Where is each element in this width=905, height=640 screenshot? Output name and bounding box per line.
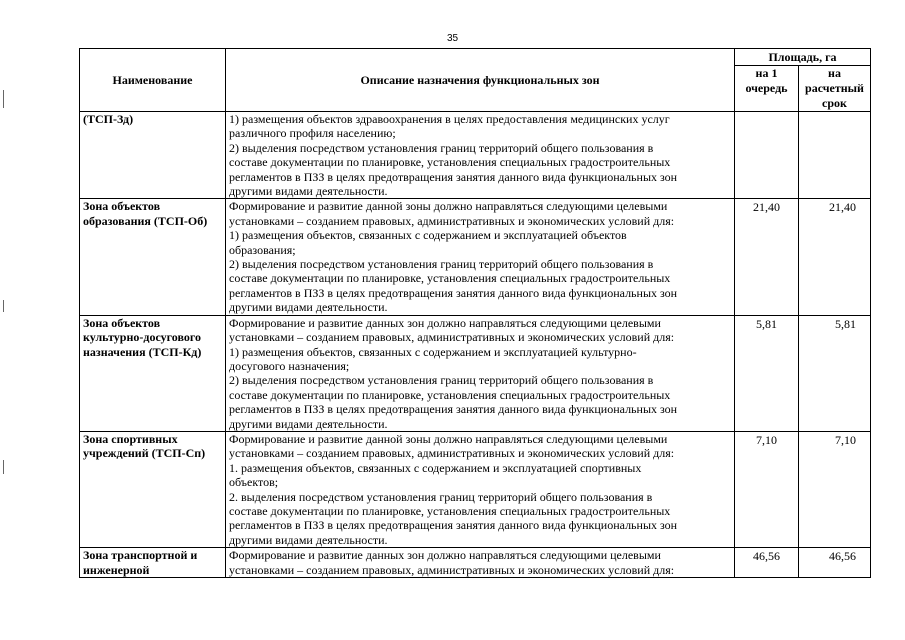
- header-estimated-term-line: срок: [822, 96, 847, 110]
- zone-name-line: культурно-досугового: [83, 330, 202, 345]
- zone-name-line: Зона спортивных: [83, 431, 178, 446]
- zone-description-line: регламентов в ПЗЗ в целях предотвращения занятия данного вида функциональных зон: [229, 285, 678, 300]
- zone-description-line: объектов;: [229, 475, 279, 490]
- table-row: [80, 199, 871, 315]
- zone-description-line: различного профиля населению;: [229, 126, 396, 141]
- zone-description-line: установками – созданием правовых, административных и экономических условий для:: [229, 446, 675, 461]
- zone-description-line: досугового назначения;: [229, 358, 350, 373]
- zone-description-line: установками – созданием правовых, административных и экономических условий для:: [229, 213, 675, 228]
- first-stage-area-cell: 5,81: [735, 315, 799, 431]
- table-row: [80, 112, 871, 199]
- zone-description-line: другими видами деятельности.: [229, 416, 388, 431]
- zone-name-line: Зона транспортной и: [83, 548, 198, 563]
- header-first-stage-line: на 1: [755, 66, 778, 80]
- zone-name-line: назначения (ТСП-Кд): [83, 344, 202, 359]
- zone-name-line: инженерной: [83, 562, 150, 577]
- first-stage-area-cell: 46,56: [735, 548, 799, 578]
- estimated-term-area-cell: 21,40: [799, 199, 871, 315]
- estimated-term-area-cell: [799, 112, 871, 199]
- page-number: 35: [446, 33, 459, 44]
- zone-description-line: 1) размещения объектов, связанных с содержанием и эксплуатацией объектов: [229, 228, 627, 243]
- zone-description-cell: [226, 112, 735, 199]
- header-estimated-term-line: на: [828, 66, 841, 80]
- zone-description-cell: [226, 315, 735, 431]
- zone-name-cell: [80, 112, 226, 199]
- zone-description-line: регламентов в ПЗЗ в целях предотвращения занятия данного вида функциональных зон: [229, 518, 678, 533]
- header-first-stage: [735, 66, 799, 112]
- zone-name-line: Зона объектов: [83, 199, 161, 214]
- zone-name-cell: [80, 199, 226, 315]
- functional-zones-table: [79, 48, 871, 578]
- header-name: Наименование: [80, 49, 226, 112]
- zone-name-cell: [80, 431, 226, 547]
- header-estimated-term-line: расчетный: [805, 81, 864, 95]
- zone-description-line: 1. размещения объектов, связанных с содержанием и эксплуатацией спортивных: [229, 460, 642, 475]
- zone-description-line: регламентов в ПЗЗ в целях предотвращения занятия данного вида функциональных зон: [229, 402, 678, 417]
- scan-edge-mark: [3, 460, 4, 474]
- header-first-stage-line: очередь: [745, 81, 788, 95]
- zone-description-line: установками – созданием правовых, административных и экономических условий для:: [229, 330, 675, 345]
- zone-name-cell: [80, 315, 226, 431]
- zone-description-line: составе документации по планировке, установления специальных градостроительных: [229, 271, 671, 286]
- zone-description-line: Формирование и развитие данных зон должно направляться следующими целевыми: [229, 315, 661, 330]
- first-stage-area-cell: 21,40: [735, 199, 799, 315]
- header-description: Описание назначения функциональных зон: [226, 49, 735, 112]
- zone-description-line: составе документации по планировке, установления специальных градостроительных: [229, 155, 671, 170]
- estimated-term-area-cell: 46,56: [799, 548, 871, 578]
- zone-description-line: 2. выделения посредством установления границ территорий общего пользования в: [229, 489, 653, 504]
- scan-edge-mark: [3, 90, 4, 108]
- estimated-term-area-cell: 7,10: [799, 431, 871, 547]
- zone-description-line: 2) выделения посредством установления границ территорий общего пользования в: [229, 257, 654, 272]
- table-row: [80, 431, 871, 547]
- zone-name-line: учреждений (ТСП-Сп): [83, 446, 206, 461]
- estimated-term-area-cell: 5,81: [799, 315, 871, 431]
- zone-description-line: установками – созданием правовых, административных и экономических условий для:: [229, 562, 675, 577]
- zone-description-line: 1) размещения объектов, связанных с содержанием и эксплуатацией культурно-: [229, 344, 637, 359]
- zone-description-line: Формирование и развитие данной зоны должно направляться следующими целевыми: [229, 431, 668, 446]
- zone-description-line: другими видами деятельности.: [229, 184, 388, 199]
- zone-description-cell: [226, 548, 735, 578]
- zone-description-line: Формирование и развитие данных зон должно направляться следующими целевыми: [229, 548, 661, 563]
- zone-description-line: 2) выделения посредством установления границ территорий общего пользования в: [229, 140, 654, 155]
- table-row: [80, 548, 871, 578]
- table-row: [80, 315, 871, 431]
- zone-name-line: образования (ТСП-Об): [83, 213, 208, 228]
- zone-description-line: составе документации по планировке, установления специальных градостроительных: [229, 387, 671, 402]
- zone-description-line: другими видами деятельности.: [229, 532, 388, 547]
- first-stage-area-cell: 7,10: [735, 431, 799, 547]
- zone-description-line: Формирование и развитие данной зоны должно направляться следующими целевыми: [229, 199, 668, 214]
- zone-description-line: регламентов в ПЗЗ в целях предотвращения занятия данного вида функциональных зон: [229, 169, 678, 184]
- zone-description-line: 2) выделения посредством установления границ территорий общего пользования в: [229, 373, 654, 388]
- first-stage-area-cell: [735, 112, 799, 199]
- zone-name-line: (ТСП-Зд): [83, 112, 134, 126]
- zone-description-line: составе документации по планировке, установления специальных градостроительных: [229, 503, 671, 518]
- zone-name-line: Зона объектов: [83, 315, 161, 330]
- zone-name-cell: [80, 548, 226, 578]
- zone-description-line: образования;: [229, 242, 296, 257]
- scan-edge-mark: [3, 300, 4, 312]
- header-area: Площадь, га: [735, 49, 871, 66]
- zone-description-cell: [226, 199, 735, 315]
- zone-description-line: другими видами деятельности.: [229, 300, 388, 315]
- zone-description-cell: [226, 431, 735, 547]
- zone-description-line: 1) размещения объектов здравоохранения в целях предоставления медицинских услуг: [229, 112, 670, 126]
- header-estimated-term: [799, 66, 871, 112]
